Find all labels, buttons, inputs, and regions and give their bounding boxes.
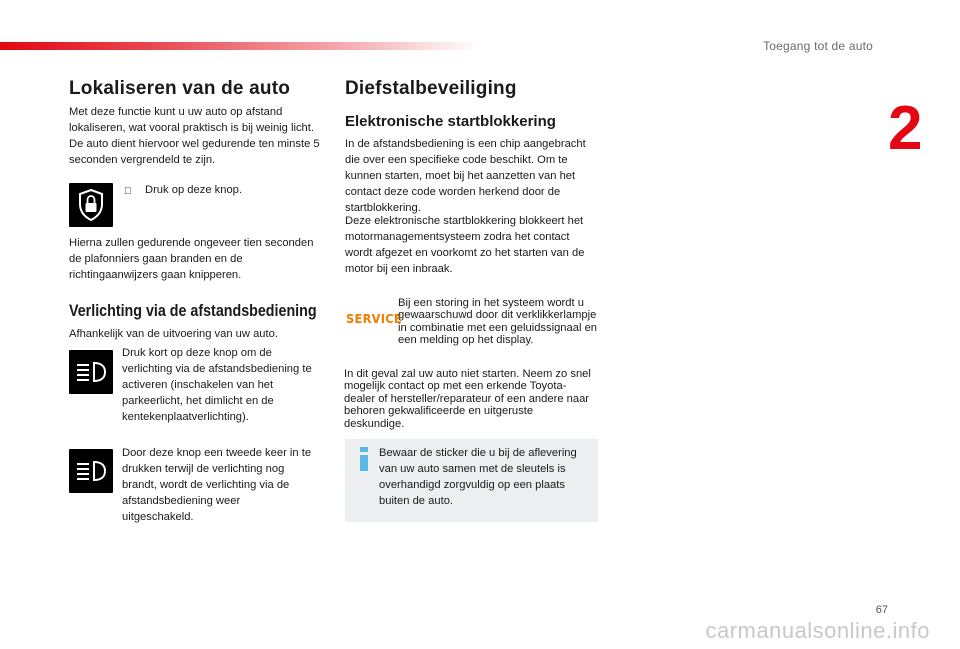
theft-title: Diefstalbeveiliging	[345, 78, 517, 99]
running-head: Toegang tot de auto	[763, 39, 873, 53]
info-box	[345, 439, 598, 522]
headlight-icon	[74, 360, 108, 384]
locate-result: Hierna zullen gedurende ongeveer tien seconden de plafonniers gaan branden en de richtingaanwijzers gaan knipperen.	[69, 237, 314, 281]
headlight-icon	[74, 459, 108, 483]
locate-intro: Met deze functie kunt u uw auto op afstand lokaliseren, wat vooral praktisch is bij weinig licht. De auto dient hiervoor wel gedurende ten minste 5 seconden vergrendeld te zijn.	[69, 106, 320, 166]
locate-step: Druk op deze knop.	[145, 184, 243, 196]
headlight-button-image-1	[69, 350, 113, 394]
header-accent-bar	[0, 42, 480, 50]
service-warning-logo: SERVICE	[346, 312, 402, 326]
lighting-title: Verlichting via de afstandsbediening	[69, 301, 317, 320]
info-text: Bewaar de sticker die u bij de aflevering van uw auto samen met de sleutels is overhandigd zorgvuldig op een plaats buiten de auto.	[379, 447, 577, 507]
lock-icon	[76, 189, 106, 221]
info-icon	[355, 447, 373, 471]
immobiliser-title: Elektronische startblokkering	[345, 113, 556, 130]
chapter-number: 2	[888, 94, 923, 163]
lighting-step2: Door deze knop een tweede keer in te drukken terwijl de verlichting nog brandt, wordt de verlichting via de afstandsbediening weer uitgeschakeld.	[122, 447, 312, 523]
immobiliser-body: In de afstandsbediening is een chip aangebracht die over een specifieke code beschikt. Om te kunnen starten, moet bij het aanzetten van het contact deze code worden herkend door de startblokkering.	[345, 138, 586, 214]
locate-title: Lokaliseren van de auto	[69, 78, 291, 99]
lighting-step1: Druk kort op deze knop om de verlichting via de afstandsbediening te activeren (inschakelen van het parkeerlicht, het dimlicht en de kentekenplaatverlichting).	[122, 347, 312, 423]
service-followup-text: In dit geval zal uw auto niet starten. Neem zo snel mogelijk contact op met een erkende Toyota-dealer of hersteller/reparateur of een andere naar behoren gekwalificeerde en uitgeruste deskundige.	[344, 368, 591, 430]
step-bullet	[124, 186, 132, 197]
service-warning-text: Bij een storing in het systeem wordt u gewaarschuwd door dit verklikkerlampje in combinatie met een geluidssignaal en een melding op het display.	[398, 297, 598, 347]
watermark: carmanualsonline.info	[705, 618, 930, 643]
headlight-button-image-2	[69, 449, 113, 493]
page-number: 67	[875, 604, 888, 616]
immobiliser-body-2: Deze elektronische startblokkering blokkeert het motormanagementsysteem zodra het contact wordt afgezet en voorkomt zo het starten van de motor bij een inbraak.	[345, 215, 585, 275]
lock-button-image	[69, 183, 113, 227]
lighting-intro: Afhankelijk van de uitvoering van uw auto.	[69, 328, 278, 340]
